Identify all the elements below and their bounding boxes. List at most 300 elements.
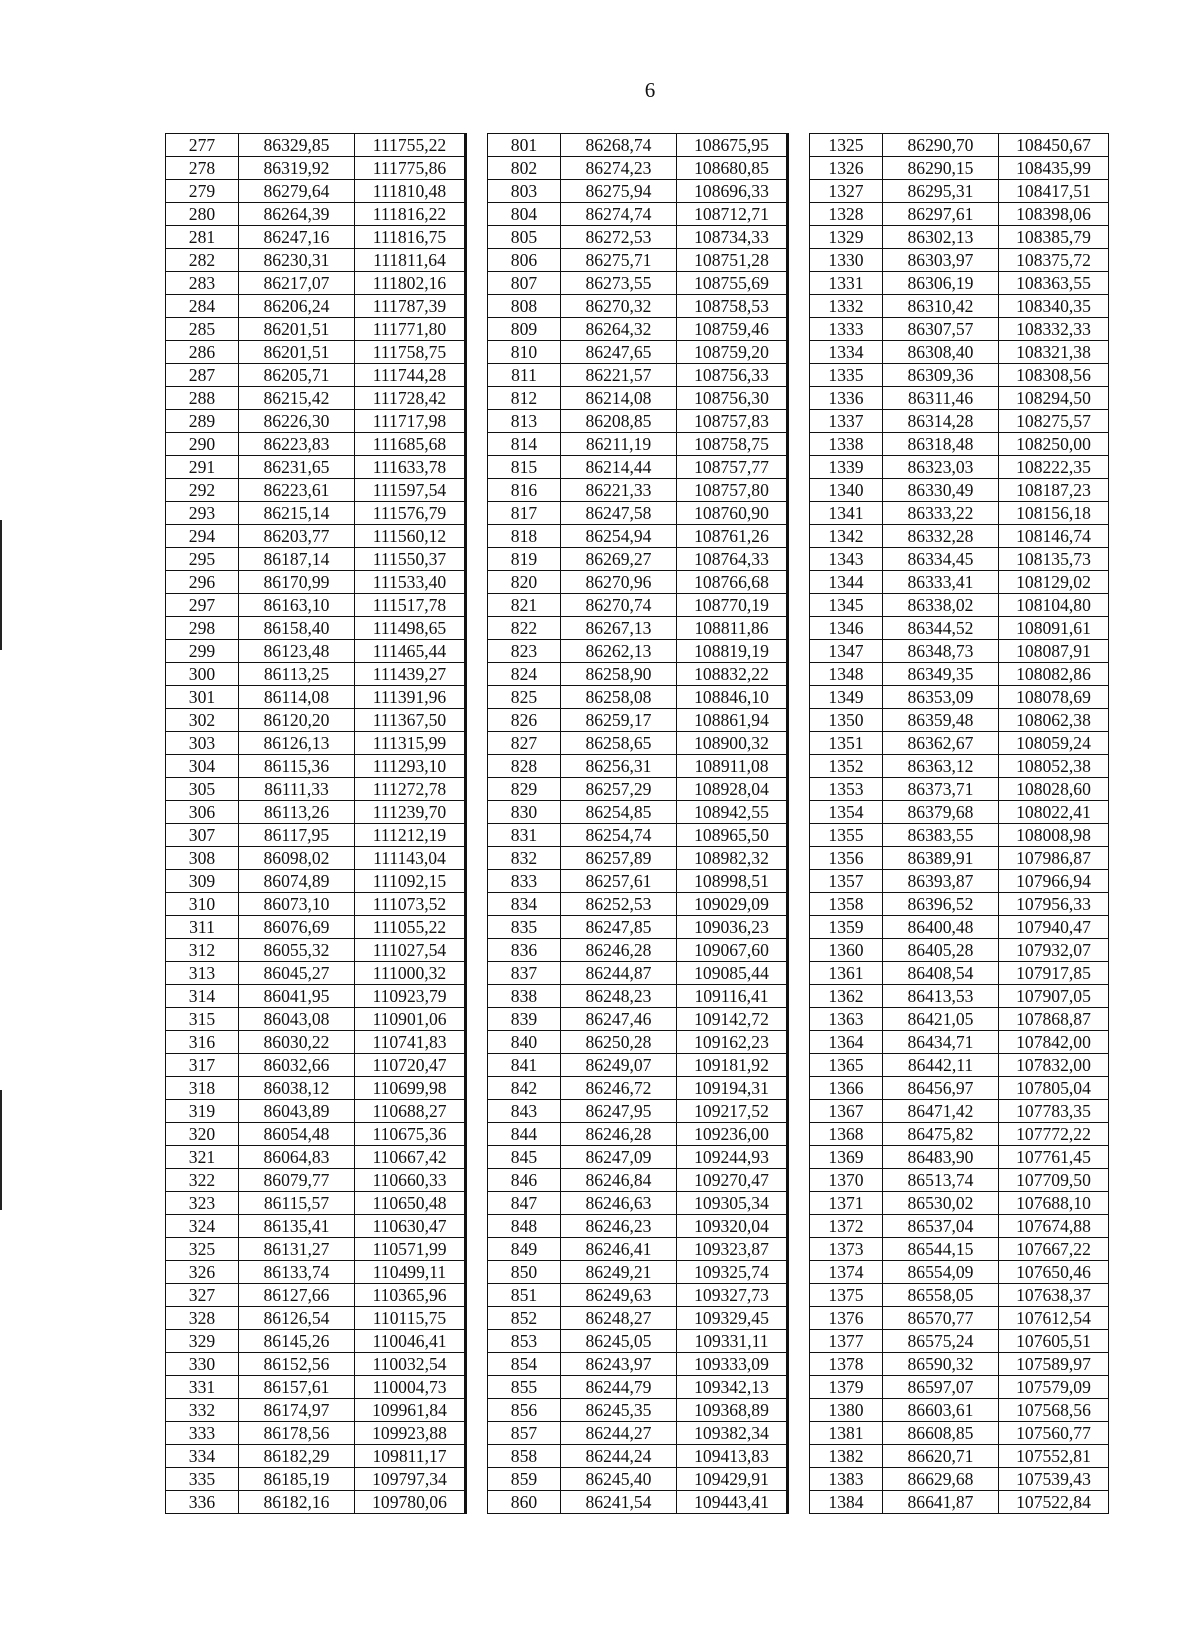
y-coordinate: 111576,79 (355, 502, 465, 525)
x-coordinate: 86163,10 (239, 594, 355, 617)
point-number: 290 (166, 433, 239, 456)
table-row (810, 1261, 1109, 1284)
x-coordinate: 86246,41 (561, 1238, 677, 1261)
y-coordinate: 110667,42 (355, 1146, 465, 1169)
table-row (488, 594, 787, 617)
point-number: 328 (166, 1307, 239, 1330)
point-number: 1368 (810, 1123, 883, 1146)
x-coordinate: 86185,19 (239, 1468, 355, 1491)
point-number: 1352 (810, 755, 883, 778)
x-coordinate: 86043,89 (239, 1100, 355, 1123)
point-number: 1379 (810, 1376, 883, 1399)
y-coordinate: 110901,06 (355, 1008, 465, 1031)
x-coordinate: 86114,08 (239, 686, 355, 709)
table-row (488, 663, 787, 686)
point-number: 331 (166, 1376, 239, 1399)
table-row (810, 272, 1109, 295)
table-row (166, 456, 465, 479)
point-number: 310 (166, 893, 239, 916)
y-coordinate: 108435,99 (999, 157, 1109, 180)
point-number: 324 (166, 1215, 239, 1238)
table-row (166, 1261, 465, 1284)
table-row (488, 732, 787, 755)
x-coordinate: 86334,45 (883, 548, 999, 571)
x-coordinate: 86274,74 (561, 203, 677, 226)
table-row (166, 571, 465, 594)
x-coordinate: 86373,71 (883, 778, 999, 801)
table-row (166, 272, 465, 295)
table-row (810, 249, 1109, 272)
x-coordinate: 86127,66 (239, 1284, 355, 1307)
y-coordinate: 107605,51 (999, 1330, 1109, 1353)
x-coordinate: 86205,71 (239, 364, 355, 387)
table-row (810, 433, 1109, 456)
y-coordinate: 108766,68 (677, 571, 787, 594)
table-row (166, 1215, 465, 1238)
point-number: 802 (488, 157, 561, 180)
x-coordinate: 86442,11 (883, 1054, 999, 1077)
y-coordinate: 108250,00 (999, 433, 1109, 456)
table-row (810, 479, 1109, 502)
table-row (488, 456, 787, 479)
x-coordinate: 86530,02 (883, 1192, 999, 1215)
y-coordinate: 109305,34 (677, 1192, 787, 1215)
y-coordinate: 109327,73 (677, 1284, 787, 1307)
y-coordinate: 111465,44 (355, 640, 465, 663)
x-coordinate: 86247,46 (561, 1008, 677, 1031)
table-row (810, 1192, 1109, 1215)
table-row (488, 709, 787, 732)
x-coordinate: 86246,63 (561, 1192, 677, 1215)
x-coordinate: 86362,67 (883, 732, 999, 755)
y-coordinate: 108911,08 (677, 755, 787, 778)
x-coordinate: 86117,95 (239, 824, 355, 847)
point-number: 1377 (810, 1330, 883, 1353)
y-coordinate: 111055,22 (355, 916, 465, 939)
point-number: 853 (488, 1330, 561, 1353)
point-number: 1359 (810, 916, 883, 939)
point-number: 823 (488, 640, 561, 663)
x-coordinate: 86363,12 (883, 755, 999, 778)
point-number: 828 (488, 755, 561, 778)
table-row (488, 1353, 787, 1376)
y-coordinate: 111728,42 (355, 387, 465, 410)
x-coordinate: 86131,27 (239, 1238, 355, 1261)
y-coordinate: 108363,55 (999, 272, 1109, 295)
x-coordinate: 86513,74 (883, 1169, 999, 1192)
x-coordinate: 86254,85 (561, 801, 677, 824)
x-coordinate: 86608,85 (883, 1422, 999, 1445)
x-coordinate: 86330,49 (883, 479, 999, 502)
point-number: 1334 (810, 341, 883, 364)
table-row (488, 939, 787, 962)
x-coordinate: 86223,61 (239, 479, 355, 502)
x-coordinate: 86257,61 (561, 870, 677, 893)
y-coordinate: 107868,87 (999, 1008, 1109, 1031)
point-number: 836 (488, 939, 561, 962)
table-row (166, 1330, 465, 1353)
y-coordinate: 108942,55 (677, 801, 787, 824)
table-row (166, 226, 465, 249)
x-coordinate: 86245,40 (561, 1468, 677, 1491)
x-coordinate: 86214,44 (561, 456, 677, 479)
y-coordinate: 109067,60 (677, 939, 787, 962)
table-row (810, 939, 1109, 962)
point-number: 831 (488, 824, 561, 847)
x-coordinate: 86308,40 (883, 341, 999, 364)
y-coordinate: 109029,09 (677, 893, 787, 916)
y-coordinate: 108398,06 (999, 203, 1109, 226)
y-coordinate: 111755,22 (355, 134, 465, 157)
table-row (166, 686, 465, 709)
x-coordinate: 86055,32 (239, 939, 355, 962)
y-coordinate: 108758,75 (677, 433, 787, 456)
y-coordinate: 107956,33 (999, 893, 1109, 916)
point-number: 839 (488, 1008, 561, 1031)
point-number: 859 (488, 1468, 561, 1491)
y-coordinate: 108756,33 (677, 364, 787, 387)
table-row (810, 686, 1109, 709)
point-number: 810 (488, 341, 561, 364)
x-coordinate: 86244,27 (561, 1422, 677, 1445)
table-row (810, 1077, 1109, 1100)
x-coordinate: 86258,65 (561, 732, 677, 755)
x-coordinate: 86333,41 (883, 571, 999, 594)
point-number: 826 (488, 709, 561, 732)
coordinate-tables (165, 133, 1109, 1514)
x-coordinate: 86252,53 (561, 893, 677, 916)
y-coordinate: 108757,77 (677, 456, 787, 479)
point-number: 280 (166, 203, 239, 226)
y-coordinate: 110115,75 (355, 1307, 465, 1330)
point-number: 1336 (810, 387, 883, 410)
x-coordinate: 86244,24 (561, 1445, 677, 1468)
x-coordinate: 86157,61 (239, 1376, 355, 1399)
table-row (810, 1100, 1109, 1123)
x-coordinate: 86221,33 (561, 479, 677, 502)
y-coordinate: 107589,97 (999, 1353, 1109, 1376)
point-number: 304 (166, 755, 239, 778)
point-number: 851 (488, 1284, 561, 1307)
table-row (166, 824, 465, 847)
point-number: 812 (488, 387, 561, 410)
x-coordinate: 86272,53 (561, 226, 677, 249)
table-row (166, 1169, 465, 1192)
x-coordinate: 86246,84 (561, 1169, 677, 1192)
table-row (810, 1468, 1109, 1491)
table-row (810, 1215, 1109, 1238)
y-coordinate: 108385,79 (999, 226, 1109, 249)
y-coordinate: 111239,70 (355, 801, 465, 824)
table-row (166, 801, 465, 824)
table-row (166, 617, 465, 640)
y-coordinate: 109961,84 (355, 1399, 465, 1422)
point-number: 1332 (810, 295, 883, 318)
table-row (810, 1330, 1109, 1353)
table-row (488, 1307, 787, 1330)
point-number: 845 (488, 1146, 561, 1169)
x-coordinate: 86379,68 (883, 801, 999, 824)
point-number: 844 (488, 1123, 561, 1146)
point-number: 860 (488, 1491, 561, 1514)
table-row (488, 1238, 787, 1261)
y-coordinate: 110741,83 (355, 1031, 465, 1054)
x-coordinate: 86079,77 (239, 1169, 355, 1192)
x-coordinate: 86456,97 (883, 1077, 999, 1100)
point-number: 1345 (810, 594, 883, 617)
point-number: 278 (166, 157, 239, 180)
y-coordinate: 109036,23 (677, 916, 787, 939)
table-row (166, 1192, 465, 1215)
table-row (810, 709, 1109, 732)
table-row (488, 1169, 787, 1192)
point-number: 847 (488, 1192, 561, 1215)
x-coordinate: 86264,32 (561, 318, 677, 341)
table-row (488, 180, 787, 203)
point-number: 1361 (810, 962, 883, 985)
x-coordinate: 86221,57 (561, 364, 677, 387)
x-coordinate: 86187,14 (239, 548, 355, 571)
table-row (488, 1054, 787, 1077)
point-number: 1337 (810, 410, 883, 433)
x-coordinate: 86332,28 (883, 525, 999, 548)
table-row (488, 1284, 787, 1307)
table-row (810, 778, 1109, 801)
y-coordinate: 110688,27 (355, 1100, 465, 1123)
point-number: 804 (488, 203, 561, 226)
table-row (488, 410, 787, 433)
point-number: 1331 (810, 272, 883, 295)
y-coordinate: 111787,39 (355, 295, 465, 318)
point-number: 807 (488, 272, 561, 295)
y-coordinate: 110630,47 (355, 1215, 465, 1238)
y-coordinate: 111816,75 (355, 226, 465, 249)
point-number: 1340 (810, 479, 883, 502)
point-number: 1327 (810, 180, 883, 203)
table-row (810, 134, 1109, 157)
y-coordinate: 108450,67 (999, 134, 1109, 157)
table-row (810, 456, 1109, 479)
x-coordinate: 86295,31 (883, 180, 999, 203)
x-coordinate: 86254,74 (561, 824, 677, 847)
table-row (166, 1353, 465, 1376)
point-number: 814 (488, 433, 561, 456)
y-coordinate: 108755,69 (677, 272, 787, 295)
point-number: 1343 (810, 548, 883, 571)
x-coordinate: 86257,89 (561, 847, 677, 870)
table-row (488, 318, 787, 341)
x-coordinate: 86570,77 (883, 1307, 999, 1330)
table-row (166, 962, 465, 985)
point-number: 330 (166, 1353, 239, 1376)
point-number: 282 (166, 249, 239, 272)
table-row (810, 663, 1109, 686)
x-coordinate: 86133,74 (239, 1261, 355, 1284)
y-coordinate: 111212,19 (355, 824, 465, 847)
x-coordinate: 86275,71 (561, 249, 677, 272)
point-number: 302 (166, 709, 239, 732)
table-row (166, 410, 465, 433)
x-coordinate: 86359,48 (883, 709, 999, 732)
y-coordinate: 107560,77 (999, 1422, 1109, 1445)
coordinate-table-1 (165, 133, 465, 1514)
y-coordinate: 110365,96 (355, 1284, 465, 1307)
point-number: 284 (166, 295, 239, 318)
point-number: 848 (488, 1215, 561, 1238)
x-coordinate: 86483,90 (883, 1146, 999, 1169)
point-number: 300 (166, 663, 239, 686)
table-row (488, 134, 787, 157)
y-coordinate: 108129,02 (999, 571, 1109, 594)
point-number: 315 (166, 1008, 239, 1031)
x-coordinate: 86275,94 (561, 180, 677, 203)
y-coordinate: 107986,87 (999, 847, 1109, 870)
y-coordinate: 107917,85 (999, 962, 1109, 985)
x-coordinate: 86247,95 (561, 1100, 677, 1123)
point-number: 846 (488, 1169, 561, 1192)
x-coordinate: 86214,08 (561, 387, 677, 410)
y-coordinate: 110046,41 (355, 1330, 465, 1353)
point-number: 332 (166, 1399, 239, 1422)
y-coordinate: 111073,52 (355, 893, 465, 916)
point-number: 1354 (810, 801, 883, 824)
x-coordinate: 86249,07 (561, 1054, 677, 1077)
y-coordinate: 108156,18 (999, 502, 1109, 525)
x-coordinate: 86349,35 (883, 663, 999, 686)
table-row (488, 755, 787, 778)
x-coordinate: 86259,17 (561, 709, 677, 732)
point-number: 1370 (810, 1169, 883, 1192)
x-coordinate: 86206,24 (239, 295, 355, 318)
y-coordinate: 107783,35 (999, 1100, 1109, 1123)
point-number: 825 (488, 686, 561, 709)
y-coordinate: 109811,17 (355, 1445, 465, 1468)
point-number: 835 (488, 916, 561, 939)
point-number: 858 (488, 1445, 561, 1468)
table-row (166, 134, 465, 157)
table-row (488, 203, 787, 226)
x-coordinate: 86113,25 (239, 663, 355, 686)
point-number: 293 (166, 502, 239, 525)
table-row (810, 916, 1109, 939)
point-number: 327 (166, 1284, 239, 1307)
table-row (166, 663, 465, 686)
table-row (810, 502, 1109, 525)
table-row (488, 1192, 787, 1215)
y-coordinate: 109382,34 (677, 1422, 787, 1445)
table-row (488, 525, 787, 548)
y-coordinate: 110699,98 (355, 1077, 465, 1100)
x-coordinate: 86269,27 (561, 548, 677, 571)
y-coordinate: 110571,99 (355, 1238, 465, 1261)
x-coordinate: 86270,32 (561, 295, 677, 318)
point-number: 820 (488, 571, 561, 594)
table-row (810, 1376, 1109, 1399)
y-coordinate: 108187,23 (999, 479, 1109, 502)
x-coordinate: 86408,54 (883, 962, 999, 985)
y-coordinate: 110923,79 (355, 985, 465, 1008)
table-row (166, 433, 465, 456)
point-number: 1363 (810, 1008, 883, 1031)
table-row (166, 1422, 465, 1445)
point-number: 299 (166, 640, 239, 663)
point-number: 1374 (810, 1261, 883, 1284)
table-row (166, 640, 465, 663)
x-coordinate: 86597,07 (883, 1376, 999, 1399)
point-number: 841 (488, 1054, 561, 1077)
table-row (166, 157, 465, 180)
x-coordinate: 86314,28 (883, 410, 999, 433)
point-number: 816 (488, 479, 561, 502)
point-number: 296 (166, 571, 239, 594)
table-row (810, 801, 1109, 824)
y-coordinate: 107688,10 (999, 1192, 1109, 1215)
x-coordinate: 86629,68 (883, 1468, 999, 1491)
point-number: 837 (488, 962, 561, 985)
y-coordinate: 108028,60 (999, 778, 1109, 801)
x-coordinate: 86115,36 (239, 755, 355, 778)
x-coordinate: 86258,08 (561, 686, 677, 709)
table-row (488, 433, 787, 456)
point-number: 827 (488, 732, 561, 755)
x-coordinate: 86400,48 (883, 916, 999, 939)
table-row (810, 985, 1109, 1008)
x-coordinate: 86201,51 (239, 318, 355, 341)
table-row (166, 502, 465, 525)
table-row (166, 1054, 465, 1077)
table-row (488, 985, 787, 1008)
point-number: 336 (166, 1491, 239, 1514)
x-coordinate: 86076,69 (239, 916, 355, 939)
x-coordinate: 86353,09 (883, 686, 999, 709)
point-number: 1329 (810, 226, 883, 249)
point-number: 819 (488, 548, 561, 571)
point-number: 818 (488, 525, 561, 548)
table-row (166, 778, 465, 801)
table-row (166, 1077, 465, 1100)
y-coordinate: 108757,83 (677, 410, 787, 433)
y-coordinate: 109244,93 (677, 1146, 787, 1169)
table-row (166, 525, 465, 548)
point-number: 829 (488, 778, 561, 801)
x-coordinate: 86247,09 (561, 1146, 677, 1169)
x-coordinate: 86038,12 (239, 1077, 355, 1100)
y-coordinate: 108294,50 (999, 387, 1109, 410)
y-coordinate: 107638,37 (999, 1284, 1109, 1307)
point-number: 294 (166, 525, 239, 548)
point-number: 808 (488, 295, 561, 318)
table-row (166, 387, 465, 410)
table-row (166, 916, 465, 939)
y-coordinate: 108135,73 (999, 548, 1109, 571)
point-number: 312 (166, 939, 239, 962)
y-coordinate: 111092,15 (355, 870, 465, 893)
table-row (810, 157, 1109, 180)
y-coordinate: 109443,41 (677, 1491, 787, 1514)
x-coordinate: 86030,22 (239, 1031, 355, 1054)
x-coordinate: 86344,52 (883, 617, 999, 640)
x-coordinate: 86250,28 (561, 1031, 677, 1054)
table-row (166, 548, 465, 571)
y-coordinate: 111367,50 (355, 709, 465, 732)
x-coordinate: 86262,13 (561, 640, 677, 663)
point-number: 1382 (810, 1445, 883, 1468)
y-coordinate: 111533,40 (355, 571, 465, 594)
point-number: 1356 (810, 847, 883, 870)
x-coordinate: 86201,51 (239, 341, 355, 364)
x-coordinate: 86475,82 (883, 1123, 999, 1146)
y-coordinate: 108757,80 (677, 479, 787, 502)
